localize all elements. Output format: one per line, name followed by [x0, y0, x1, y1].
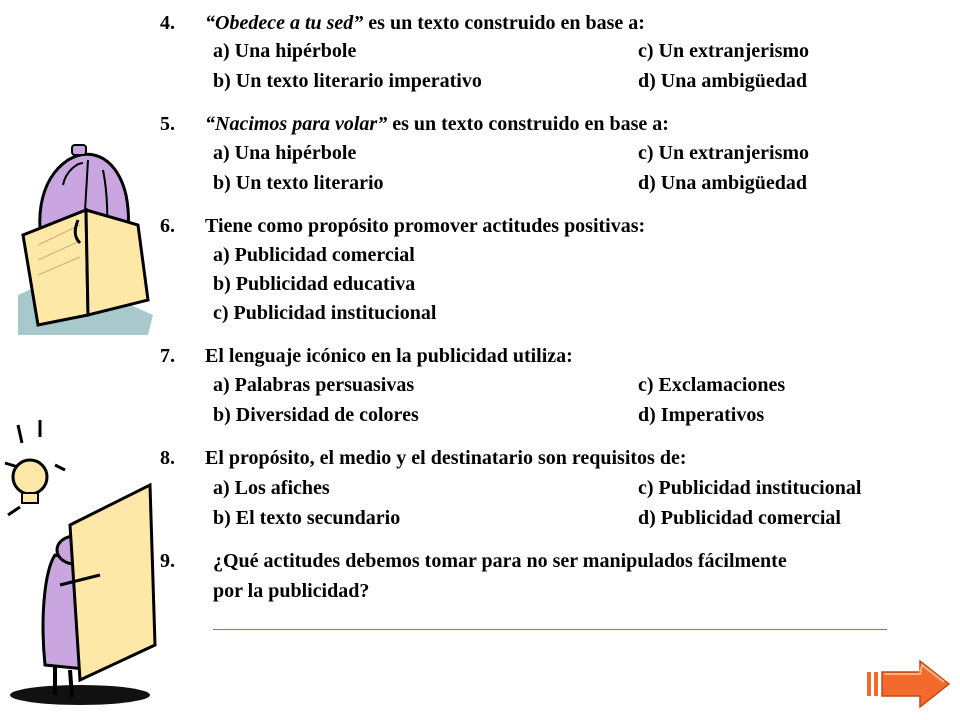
- option-c: c) Un extranjerismo: [638, 142, 810, 164]
- option-d: d) Imperativos: [638, 404, 765, 426]
- next-arrow-icon[interactable]: [862, 658, 952, 710]
- option-d: d) Una ambigüedad: [638, 172, 807, 194]
- option-c: c) Publicidad institucional: [638, 477, 862, 499]
- question-stem: Tiene como propósito promover actitudes positivas:: [205, 215, 646, 237]
- option-c: c) Un extranjerismo: [638, 40, 810, 62]
- stem-text: es un texto construido en base a:: [387, 113, 669, 135]
- question-stem: El lenguaje icónico en la publicidad utiliza:: [205, 345, 573, 367]
- question-number: 8.: [160, 447, 175, 469]
- question-number: 5.: [160, 113, 175, 135]
- option-d: d) Una ambigüedad: [638, 70, 807, 92]
- stem-text: es un texto construido en base a:: [363, 12, 645, 34]
- option-c: c) Publicidad institucional: [213, 302, 437, 324]
- answer-line[interactable]: [213, 629, 887, 630]
- option-c: c) Exclamaciones: [638, 374, 786, 396]
- question-stem: [205, 109, 669, 139]
- question-stem: El propósito, el medio y el destinatario son requisitos de:: [205, 447, 687, 469]
- quoted-slogan: “Obedece a tu sed”: [205, 12, 364, 34]
- person-with-lightbulb-idea-clipart: [0, 415, 165, 715]
- option-b: b) Un texto literario: [213, 172, 384, 194]
- question-number: 4.: [160, 12, 175, 34]
- option-b: b) El texto secundario: [213, 507, 401, 529]
- option-d: d) Publicidad comercial: [638, 507, 841, 529]
- option-a: a) Una hipérbole: [213, 40, 357, 62]
- option-a: a) Los afiches: [213, 477, 330, 499]
- quoted-slogan: “Nacimos para volar”: [205, 113, 388, 135]
- option-a: a) Publicidad comercial: [213, 244, 415, 266]
- option-b: b) Diversidad de colores: [213, 404, 419, 426]
- option-a: a) Una hipérbole: [213, 142, 357, 164]
- question-stem: [205, 8, 645, 38]
- question-number: 9.: [160, 550, 175, 572]
- question-number: 6.: [160, 215, 175, 237]
- option-b: b) Un texto literario imperativo: [213, 70, 482, 92]
- option-b: b) Publicidad educativa: [213, 273, 416, 295]
- question-stem-line-1: ¿Qué actitudes debemos tomar para no ser manipulados fácilmente: [213, 550, 787, 572]
- question-number: 7.: [160, 345, 175, 367]
- person-reading-book-clipart: [8, 125, 158, 340]
- option-a: a) Palabras persuasivas: [213, 374, 415, 396]
- question-stem-line-2: por la publicidad?: [213, 580, 370, 602]
